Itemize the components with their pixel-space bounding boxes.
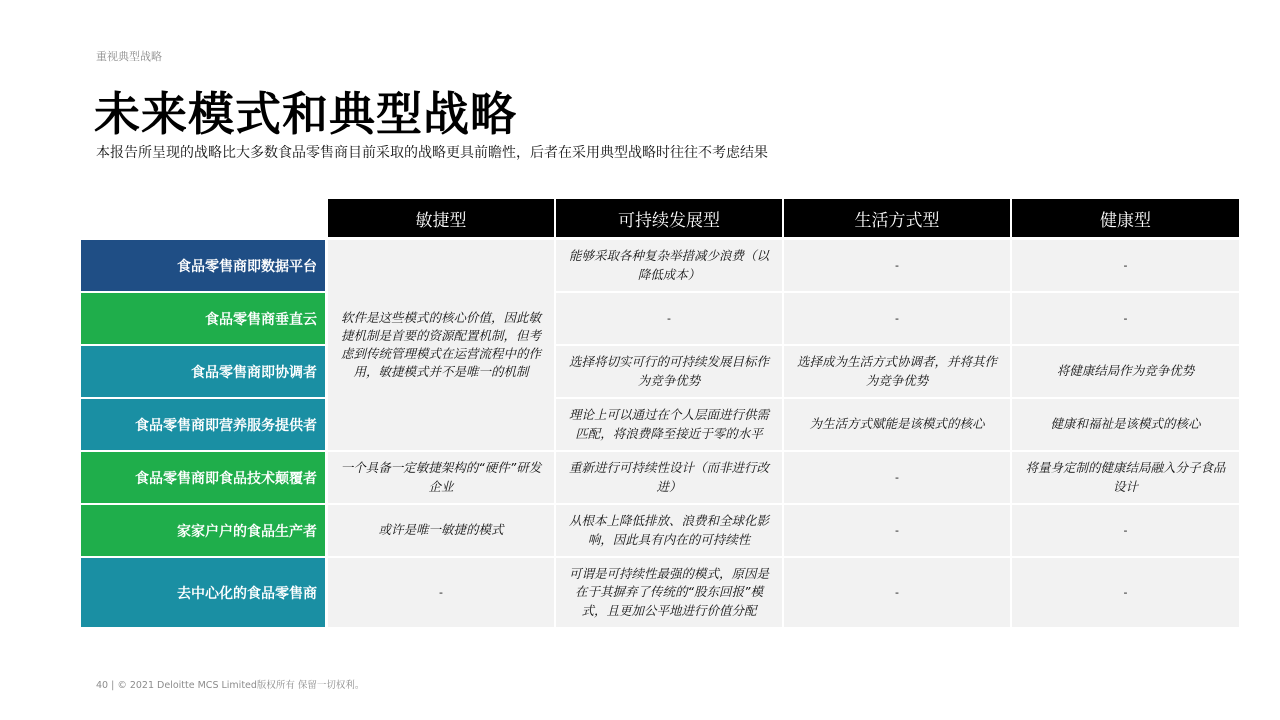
lifestyle-cell: 选择成为生活方式协调者，并将其作为竞争优势 — [784, 346, 1010, 397]
page-subtitle: 本报告所呈现的战略比大多数食品零售商目前采取的战略更具前瞻性，后者在采用典型战略时往往不考虑结果 — [96, 145, 768, 161]
column-header-lifestyle: 生活方式型 — [784, 199, 1010, 237]
health-cell: 将健康结局作为竞争优势 — [1012, 346, 1239, 397]
column-header-sustainable: 可持续发展型 — [556, 199, 782, 237]
row-label: 家家户户的食品生产者 — [81, 505, 325, 556]
row-label: 食品零售商即食品技术颠覆者 — [81, 452, 325, 503]
page-title: 未来模式和典型战略 — [94, 87, 517, 141]
column-header-health: 健康型 — [1012, 199, 1239, 237]
lifestyle-cell: - — [784, 505, 1010, 556]
row-label: 食品零售商垂直云 — [81, 293, 325, 344]
sustainable-cell: 重新进行可持续性设计（而非进行改进） — [556, 452, 782, 503]
row-label: 食品零售商即数据平台 — [81, 240, 325, 291]
lifestyle-cell: - — [784, 240, 1010, 291]
sustainable-cell: 理论上可以通过在个人层面进行供需匹配，将浪费降至接近于零的水平 — [556, 399, 782, 450]
agile-cell: 或许是唯一敏捷的模式 — [328, 505, 554, 556]
health-cell: - — [1012, 505, 1239, 556]
column-header-agile: 敏捷型 — [328, 199, 554, 237]
lifestyle-cell: - — [784, 558, 1010, 627]
agile-merged-cell: 软件是这些模式的核心价值，因此敏捷机制是首要的资源配置机制，但考虑到传统管理模式在运营流程中的作用，敏捷模式并不是唯一的机制 — [328, 240, 554, 450]
health-cell: 将量身定制的健康结局融入分子食品设计 — [1012, 452, 1239, 503]
lifestyle-cell: - — [784, 452, 1010, 503]
sustainable-cell: - — [556, 293, 782, 344]
health-cell: 健康和福祉是该模式的核心 — [1012, 399, 1239, 450]
sustainable-cell: 从根本上降低排放、浪费和全球化影响，因此具有内在的可持续性 — [556, 505, 782, 556]
lifestyle-cell: - — [784, 293, 1010, 344]
sustainable-cell: 能够采取各种复杂举措减少浪费（以降低成本） — [556, 240, 782, 291]
footer-copyright: 40 | © 2021 Deloitte MCS Limited版权所有 保留一切权利。 — [96, 680, 365, 691]
agile-cell: 一个具备一定敏捷架构的“硬件”研发企业 — [328, 452, 554, 503]
sustainable-cell: 选择将切实可行的可持续发展目标作为竞争优势 — [556, 346, 782, 397]
health-cell: - — [1012, 558, 1239, 627]
row-label: 去中心化的食品零售商 — [81, 558, 325, 627]
lifestyle-cell: 为生活方式赋能是该模式的核心 — [784, 399, 1010, 450]
eyebrow-label: 重视典型战略 — [96, 50, 162, 63]
health-cell: - — [1012, 240, 1239, 291]
row-label: 食品零售商即营养服务提供者 — [81, 399, 325, 450]
sustainable-cell: 可谓是可持续性最强的模式，原因是在于其摒弃了传统的“股东回报”模式，且更加公平地进行价值分配 — [556, 558, 782, 627]
row-label: 食品零售商即协调者 — [81, 346, 325, 397]
health-cell: - — [1012, 293, 1239, 344]
agile-cell: - — [328, 558, 554, 627]
